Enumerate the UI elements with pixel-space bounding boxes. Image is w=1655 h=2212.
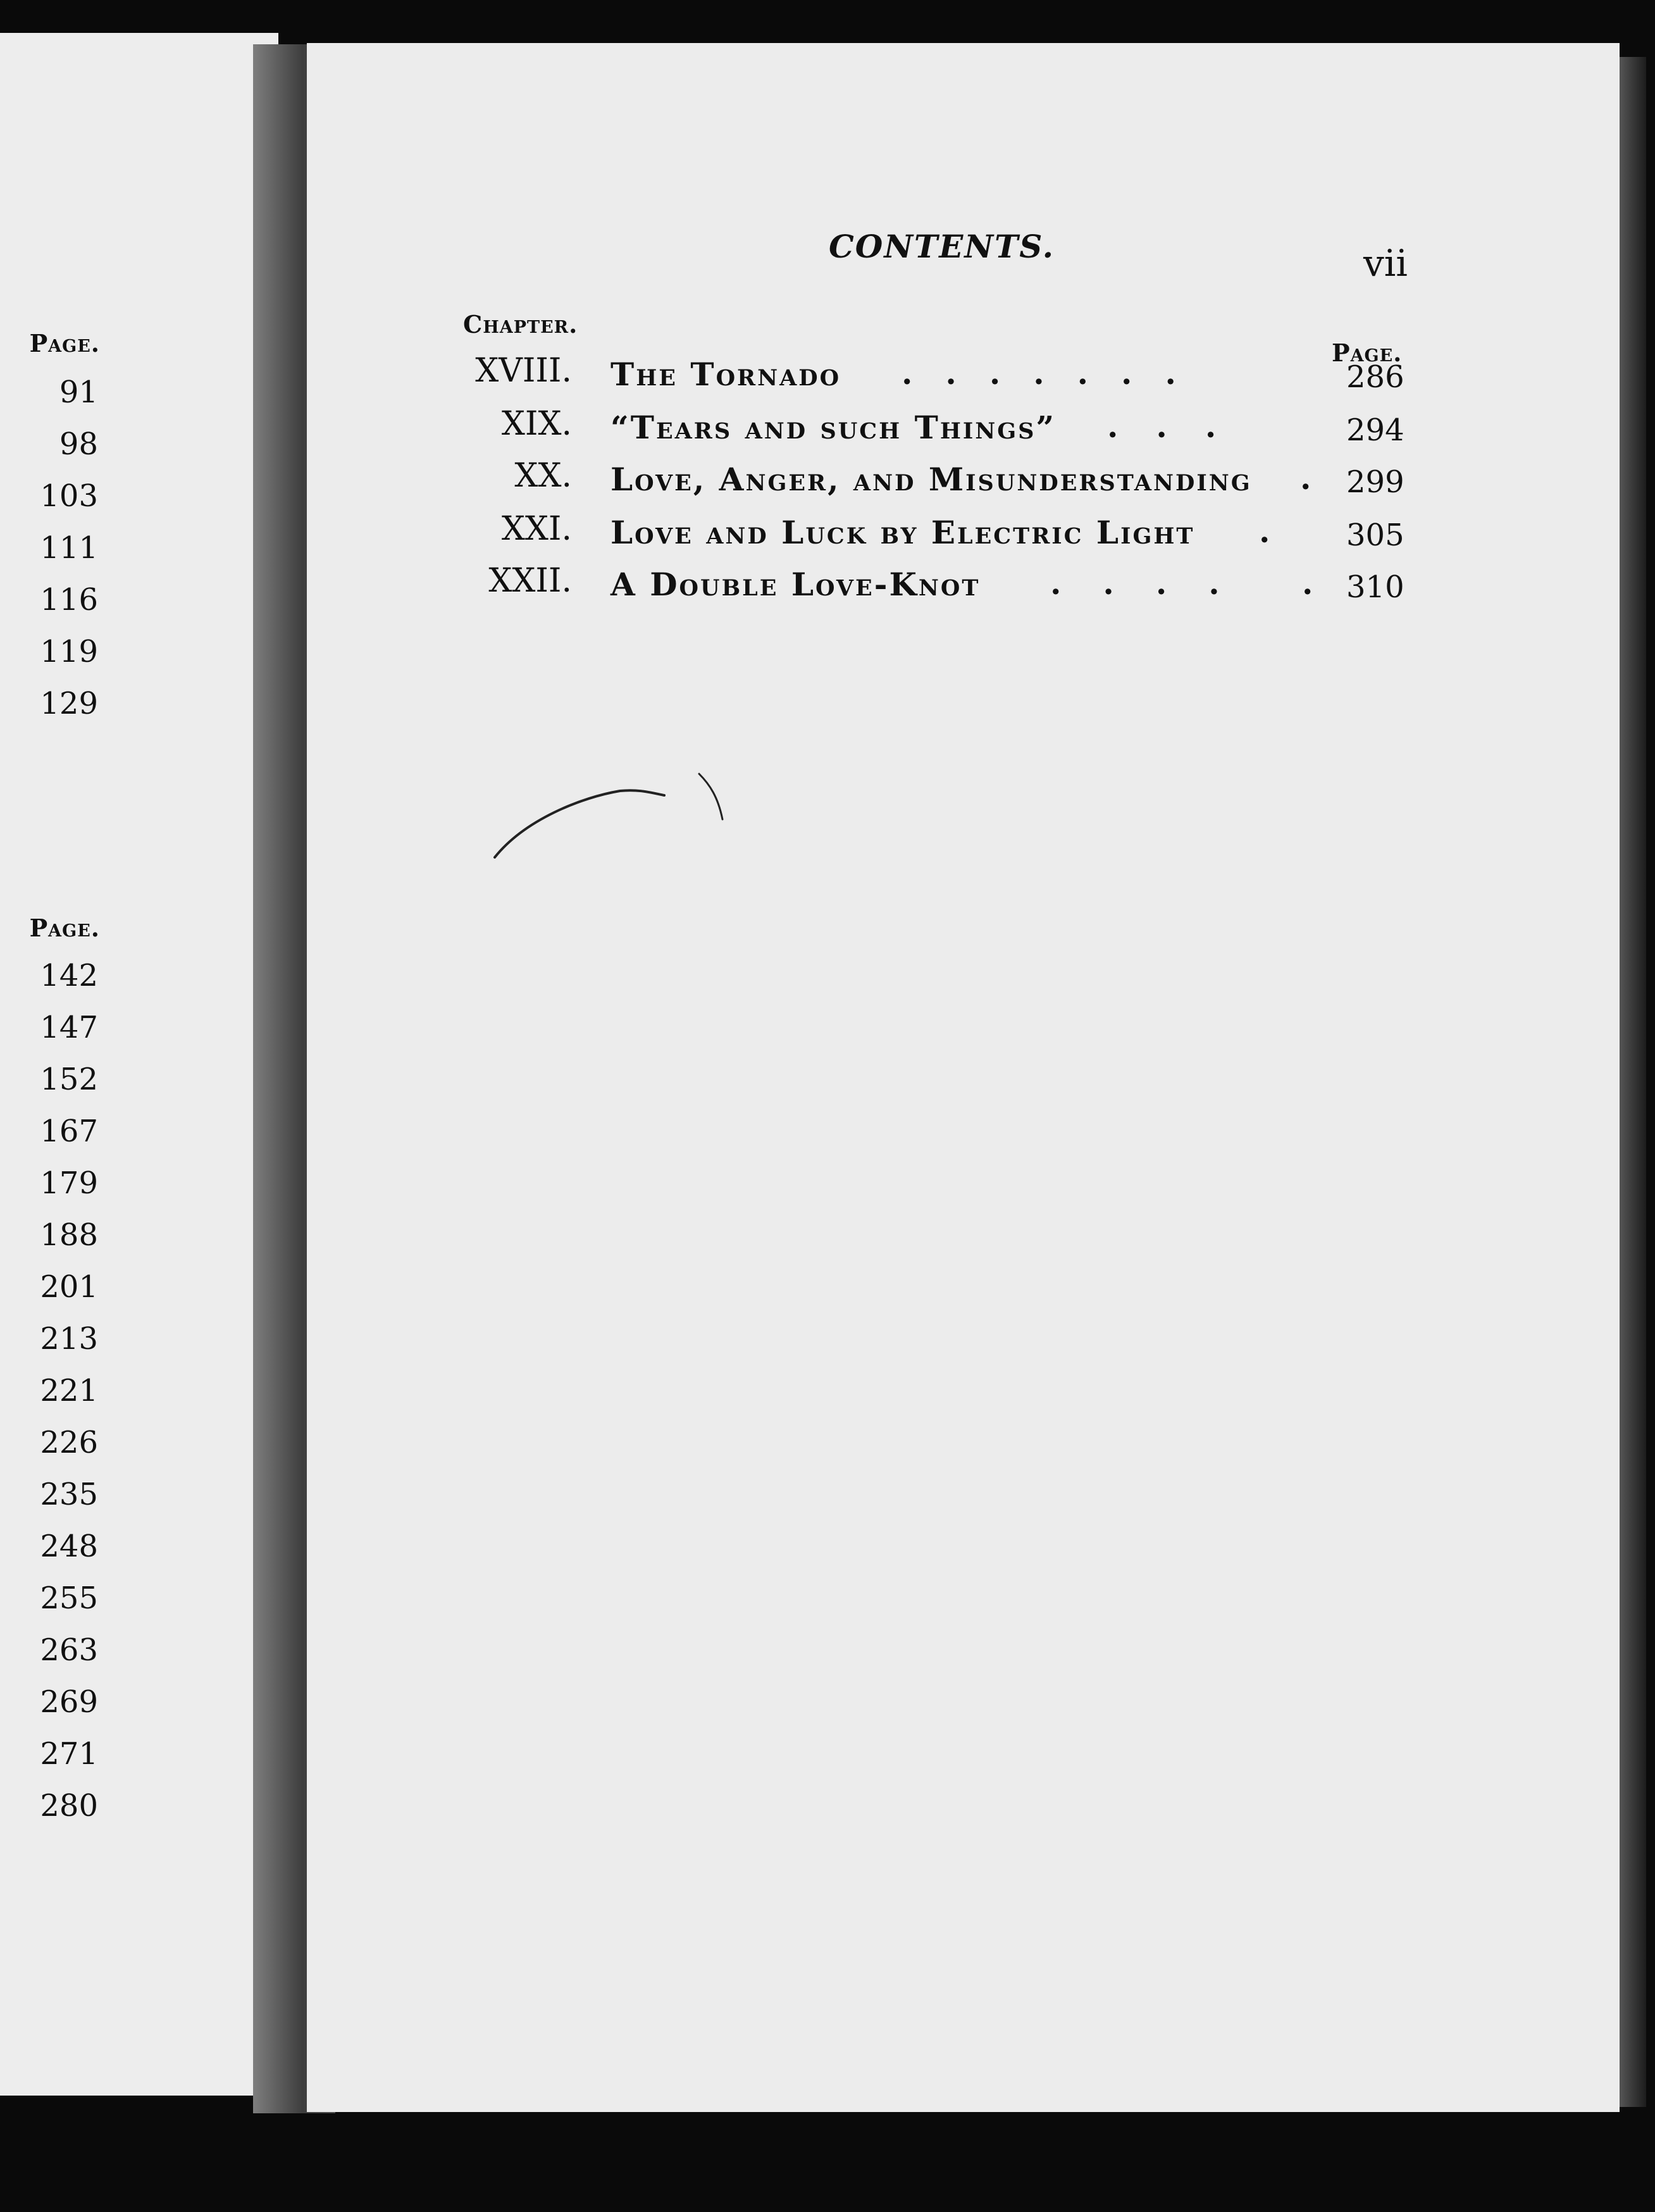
chapter-page-number: 305: [1346, 518, 1404, 553]
chapter-title: A Double Love-Knot: [611, 566, 981, 603]
chapter-page-number: 299: [1346, 464, 1404, 500]
left-page-number: 269: [40, 1684, 98, 1720]
dot-leader: ....: [1050, 564, 1261, 602]
left-page-label-lower: Page.: [29, 914, 100, 942]
left-page-number: 235: [40, 1477, 98, 1512]
dot-leader: .: [1302, 564, 1346, 602]
left-page-number: 221: [40, 1373, 98, 1408]
left-page-number: 280: [40, 1788, 98, 1824]
left-facing-page: [0, 33, 278, 2096]
page-folio: vii: [1363, 242, 1408, 285]
toc-entry: [0, 562, 1655, 615]
left-page-number: 129: [40, 686, 98, 721]
chapter-title: Love and Luck by Electric Light: [611, 514, 1195, 551]
chapter-numeral: XX.: [514, 457, 572, 495]
toc-entry: [0, 457, 1655, 510]
chapter-column-heading: Chapter.: [463, 310, 578, 339]
left-page-number: 226: [40, 1425, 98, 1460]
left-page-number: 213: [40, 1321, 98, 1357]
toc-entry: [0, 510, 1655, 563]
left-page-number: 167: [40, 1114, 98, 1149]
toc-entry: [0, 352, 1655, 405]
chapter-numeral: XXII.: [488, 562, 572, 600]
left-page-label-upper: Page.: [29, 329, 100, 357]
running-head: CONTENTS.: [829, 228, 1055, 265]
dot-leader: .......: [902, 354, 1209, 392]
left-page-number: 103: [40, 478, 98, 514]
left-page-number: 142: [40, 958, 98, 993]
left-page-number: 98: [59, 426, 98, 462]
left-page-number: 152: [40, 1062, 98, 1097]
left-page-number: 255: [40, 1581, 98, 1616]
ink-mark-decoration: [487, 769, 753, 870]
left-page-number: 271: [40, 1736, 98, 1772]
left-page-number: 116: [40, 582, 98, 618]
left-page-number: 201: [40, 1269, 98, 1305]
left-page-number: 91: [59, 375, 98, 410]
chapter-page-number: 310: [1346, 569, 1404, 605]
chapter-title: “Tears and such Things”: [611, 409, 1057, 446]
dot-leader: .: [1259, 513, 1303, 550]
left-page-number: 248: [40, 1529, 98, 1564]
chapter-numeral: XVIII.: [475, 352, 572, 390]
chapter-page-number: 286: [1346, 359, 1404, 395]
dot-leader: ...: [1107, 407, 1255, 445]
left-page-number: 111: [40, 530, 98, 566]
chapter-numeral: XIX.: [501, 405, 572, 443]
page-column-heading: Page.: [1332, 339, 1403, 367]
chapter-page-number: 294: [1346, 413, 1404, 448]
left-page-number: 188: [40, 1217, 98, 1253]
left-page-number: 263: [40, 1632, 98, 1668]
left-page-number: 147: [40, 1010, 98, 1045]
chapter-title: Love, Anger, and Misunderstanding: [611, 461, 1252, 498]
chapter-title: The Tornado: [611, 356, 841, 393]
chapter-numeral: XXI.: [501, 510, 572, 548]
toc-entry: [0, 405, 1655, 458]
left-page-number: 179: [40, 1165, 98, 1201]
dot-leader: .: [1300, 459, 1344, 497]
left-page-number: 119: [40, 634, 98, 669]
